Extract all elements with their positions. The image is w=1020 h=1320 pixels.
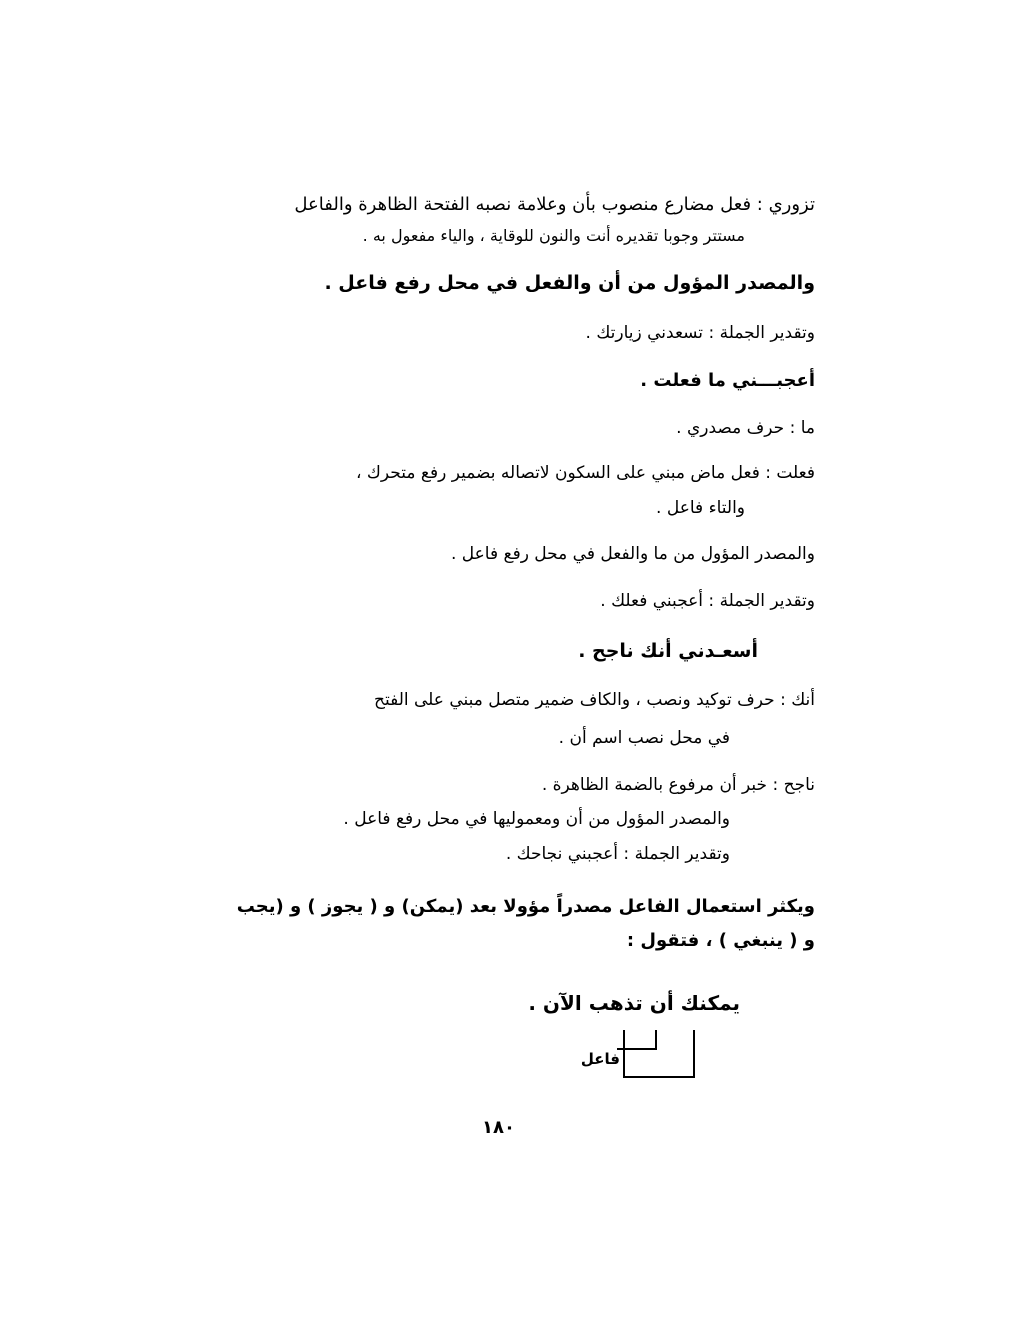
text-line: ما : حرف مصدري .: [676, 418, 815, 438]
text-line: والمصدر المؤول من أن والفعل في محل رفع فاعل .: [324, 272, 815, 294]
example-sentence: أعجبـــني ما فعلت .: [640, 370, 815, 391]
text-line: وتقدير الجملة : تسعدني زيارتك .: [585, 323, 815, 343]
text-line: وتقدير الجملة : أعجبني فعلك .: [600, 591, 815, 611]
page-number: ١٨٠: [482, 1117, 515, 1138]
example-sentence: يمكنك أن تذهب الآن .: [528, 991, 740, 1015]
text-line: والمصدر المؤول من أن ومعموليها في محل رفع فاعل .: [343, 809, 730, 829]
text-line: فعلت : فعل ماض مبني على السكون لاتصاله بضمير رفع متحرك ،: [356, 463, 815, 483]
text-line: أنك : حرف توكيد ونصب ، والكاف ضمير متصل مبني على الفتح: [374, 690, 815, 710]
example-sentence: أسعـدني أنك ناجح .: [578, 640, 758, 662]
text-line: والمصدر المؤول من ما والفعل في محل رفع فاعل .: [450, 544, 815, 564]
text-line: مستتر وجوبا تقديره أنت والنون للوقاية ، والياء مفعول به .: [362, 226, 745, 245]
text-line: و ( ينبغي ) ، فتقول :: [626, 930, 815, 951]
text-line: ناجح : خبر أن مرفوع بالضمة الظاهرة .: [541, 775, 815, 795]
text-line: تزوري : فعل مضارع منصوب بأن وعلامة نصبه الفتحة الظاهرة والفاعل: [294, 194, 815, 215]
diagram-bracket-bottom: [623, 1030, 695, 1078]
text-line: ويكثر استعمال الفاعل مصدراً مؤولا بعد (يمكن) و ( يجوز ) و (يجب: [236, 896, 815, 917]
text-line: في محل نصب اسم أن .: [558, 728, 730, 748]
diagram-label: فاعل: [580, 1050, 620, 1068]
text-line: والتاء فاعل .: [656, 498, 745, 518]
text-line: وتقدير الجملة : أعجبني نجاحك .: [505, 844, 730, 864]
